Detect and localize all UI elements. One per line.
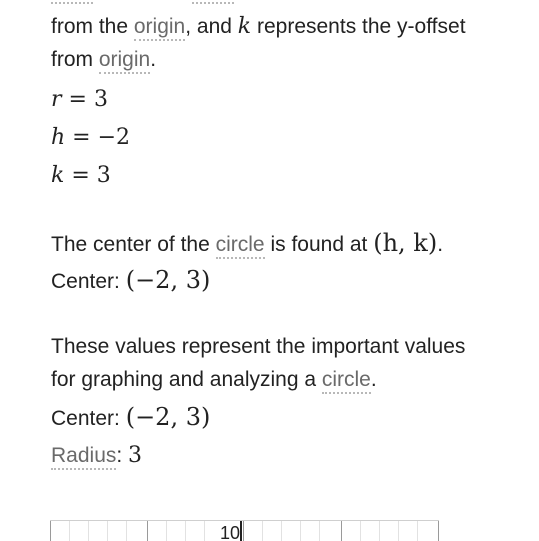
text-segment: represents the y-offset — [251, 15, 466, 38]
center-result-2 — [51, 402, 210, 434]
paragraph-origin-line2 — [51, 45, 156, 75]
text-segment: . — [437, 233, 444, 256]
ruler-tick — [126, 521, 127, 541]
math-value: 3 — [96, 163, 111, 188]
ruler-tick — [88, 521, 89, 541]
paragraph-summary-line2 — [51, 365, 377, 395]
ruler-label: 10 — [220, 523, 241, 541]
center-value: (−2, 3) — [125, 266, 211, 294]
math-expression-hk: (h, k) — [373, 229, 438, 257]
math-variable-r: r — [51, 87, 62, 112]
ruler-tick — [50, 521, 51, 541]
ruler-tick — [166, 521, 167, 541]
ruler-cursor-handle[interactable] — [240, 521, 242, 541]
paragraph-center — [51, 228, 443, 260]
ruler-tick — [69, 521, 70, 541]
equation-k — [51, 161, 111, 191]
paragraph-summary-line1 — [51, 332, 465, 362]
center-label: Center: — [51, 270, 126, 293]
ruler-tick — [360, 521, 361, 541]
equation-h — [51, 123, 130, 153]
text-segment: The center of the — [51, 233, 216, 256]
number-line-ruler[interactable] — [50, 520, 439, 541]
text-segment: . — [370, 368, 377, 391]
ruler-tick — [243, 521, 244, 541]
math-value: −2 — [97, 125, 131, 150]
math-value: 3 — [93, 87, 108, 112]
ruler-tick — [281, 521, 282, 541]
text-segment: from the — [51, 15, 134, 38]
ruler-tick — [147, 521, 148, 541]
glossary-term-origin[interactable]: origin — [99, 48, 150, 74]
ruler-tick — [417, 521, 418, 541]
ruler-tick — [379, 521, 380, 541]
ruler-tick — [107, 521, 108, 541]
ruler-tick — [341, 521, 342, 541]
ruler-tick — [398, 521, 399, 541]
text-segment: . — [150, 48, 157, 71]
radius-value: 3 — [128, 443, 143, 468]
ruler-tick — [204, 521, 205, 541]
equation-r — [51, 85, 108, 115]
text-segment: from — [51, 48, 99, 71]
text-segment: : — [116, 444, 129, 467]
glossary-term-radius[interactable]: Radius — [51, 444, 116, 470]
glossary-term-circle[interactable]: circle — [216, 233, 265, 259]
ruler-tick — [262, 521, 263, 541]
center-label: Center: — [51, 407, 126, 430]
glossary-term-origin[interactable]: origin — [134, 15, 185, 41]
center-value: (−2, 3) — [125, 403, 211, 431]
text-segment: is found at — [264, 233, 374, 256]
center-result-1 — [51, 265, 210, 297]
ruler-tick — [438, 521, 439, 541]
equals-sign: = — [64, 163, 97, 188]
truncated-term-underline-right — [192, 0, 234, 4]
text-segment: , and — [185, 15, 238, 38]
math-variable-k: k — [237, 14, 252, 39]
glossary-term-circle[interactable]: circle — [322, 368, 371, 394]
equals-sign: = — [65, 125, 98, 150]
radius-result — [51, 441, 142, 471]
math-variable-h: h — [51, 125, 66, 150]
text-segment: These values represent the important values — [51, 335, 466, 358]
math-variable-k: k — [51, 163, 65, 188]
ruler-tick — [185, 521, 186, 541]
equals-sign: = — [61, 87, 94, 112]
paragraph-origin-line1 — [51, 12, 466, 42]
truncated-term-underline-left — [51, 0, 93, 4]
text-segment: for graphing and analyzing a — [51, 368, 322, 391]
ruler-tick — [300, 521, 301, 541]
ruler-tick — [319, 521, 320, 541]
